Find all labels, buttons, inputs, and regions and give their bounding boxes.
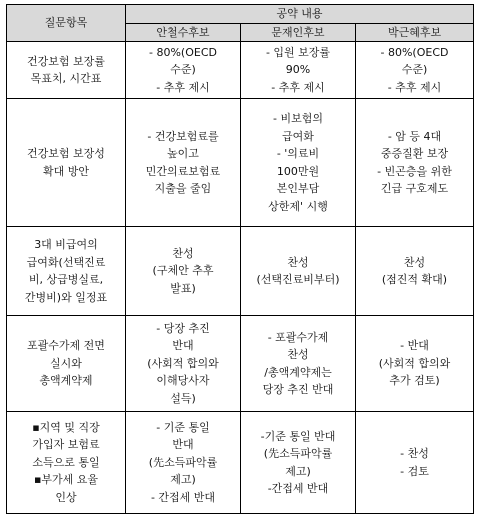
question-line: 실시와 bbox=[50, 356, 82, 370]
answer-line: - 찬성 bbox=[400, 447, 429, 460]
answer-line: 급여화 bbox=[282, 129, 314, 143]
answer-line: 찬성 bbox=[287, 255, 309, 269]
answer-line: 발표) bbox=[170, 281, 196, 295]
answer-line: - 80%(OECD bbox=[380, 45, 449, 59]
answer-line: 이해당사자 bbox=[156, 374, 210, 388]
answer-line: (先소득파악률 bbox=[148, 455, 218, 469]
answer-line: - 암 등 4대 bbox=[387, 129, 442, 143]
answer-line: - '의료비 bbox=[276, 147, 320, 160]
question-line: ▪부가세 요율 bbox=[33, 473, 99, 487]
answer-line: - 당장 추진 bbox=[156, 321, 210, 335]
question-line: 포괄수가제 전면 bbox=[27, 339, 105, 353]
table-row bbox=[7, 99, 474, 227]
answer-line: 당장 추진 반대 bbox=[262, 383, 334, 396]
answer-line: (점진적 확대) bbox=[381, 273, 448, 286]
question-line: 건강보험 보장률 bbox=[27, 54, 105, 68]
answer-cell-park bbox=[356, 316, 474, 412]
answer-line: 반대 bbox=[172, 339, 194, 353]
header-candidate-park: 박근혜후보 bbox=[356, 23, 474, 42]
answer-line: - 추후 제시 bbox=[387, 80, 442, 94]
answer-cell-moon bbox=[241, 227, 356, 316]
answer-line: 상한제' 시행 bbox=[268, 199, 328, 213]
pledge-comparison-table bbox=[6, 4, 474, 514]
answer-line: - 건강보험료를 bbox=[147, 129, 219, 143]
answer-line: - 빈곤층을 위한 bbox=[377, 164, 452, 178]
answer-line: - 검토 bbox=[400, 464, 429, 478]
answer-line: (先소득파악률 bbox=[263, 447, 333, 460]
answer-line: 90% bbox=[285, 63, 311, 77]
answer-line: - 추후 제시 bbox=[156, 80, 210, 94]
answer-line: -간접세 반대 bbox=[267, 482, 329, 495]
answer-line: 본인부담 bbox=[276, 182, 320, 195]
answer-line: -기준 통일 반대 bbox=[260, 429, 336, 443]
answer-line: 설득) bbox=[170, 391, 196, 405]
answer-cell-moon bbox=[241, 99, 356, 227]
answer-line: - 기준 통일 bbox=[156, 420, 210, 434]
question-line: 인상 bbox=[55, 490, 77, 504]
answer-line: 수준) bbox=[401, 63, 428, 77]
question-line: 비, 상급병실료, bbox=[28, 273, 104, 286]
answer-cell-moon bbox=[241, 412, 356, 514]
question-line: 건강보험 보장성 bbox=[27, 147, 105, 160]
answer-line: 민간의료보험료 bbox=[145, 164, 221, 178]
answer-line: 긴급 구호제도 bbox=[380, 182, 449, 195]
answer-line: (사회적 합의와 bbox=[147, 356, 219, 370]
answer-cell-park bbox=[356, 42, 474, 99]
answer-line: - 추후 제시 bbox=[271, 80, 325, 94]
answer-line: 반대 bbox=[172, 438, 194, 452]
answer-line: 중증질환 보장 bbox=[380, 147, 449, 160]
header-pledge-content: 공약 내용 bbox=[126, 5, 474, 24]
answer-line: (사회적 합의와 bbox=[378, 356, 451, 370]
question-cell bbox=[7, 99, 126, 227]
answer-line: 지출을 줄임 bbox=[154, 182, 212, 195]
answer-line: /총액계약제는 bbox=[264, 365, 332, 379]
table-row bbox=[7, 412, 474, 514]
answer-cell-ahn bbox=[126, 42, 241, 99]
answer-line: (선택진료비부터) bbox=[256, 273, 340, 286]
answer-cell-ahn bbox=[126, 412, 241, 514]
answer-cell-moon bbox=[241, 42, 356, 99]
answer-line: - 비보험의 bbox=[273, 112, 323, 125]
question-line: 총액계약제 bbox=[39, 374, 93, 388]
question-line: ▪지역 및 직장 bbox=[32, 420, 100, 434]
header-question-item: 질문항목 bbox=[7, 5, 126, 42]
answer-line: 제고) bbox=[170, 473, 196, 487]
answer-line: 추가 검토) bbox=[389, 374, 440, 388]
answer-line: 제고) bbox=[285, 464, 311, 478]
question-cell bbox=[7, 412, 126, 514]
question-line: 간병비)와 일정표 bbox=[24, 290, 108, 304]
answer-line: (구체안 추후 bbox=[152, 264, 214, 278]
header-row-top bbox=[7, 5, 474, 24]
answer-line: - 간접세 반대 bbox=[150, 490, 216, 504]
answer-line: 수준) bbox=[170, 63, 196, 77]
question-line: 급여화(선택진료 bbox=[26, 255, 106, 269]
answer-line: 찬성 bbox=[403, 255, 426, 269]
answer-cell-ahn bbox=[126, 316, 241, 412]
table-row bbox=[7, 316, 474, 412]
answer-line: - 80%(OECD bbox=[149, 45, 217, 59]
answer-line: 찬성 bbox=[172, 246, 194, 260]
table-row bbox=[7, 42, 474, 99]
answer-cell-park bbox=[356, 412, 474, 514]
answer-cell-ahn bbox=[126, 99, 241, 227]
answer-line: 찬성 bbox=[287, 348, 309, 361]
question-line: 목표치, 시간표 bbox=[30, 72, 102, 85]
question-cell bbox=[7, 42, 126, 99]
answer-line: - 입원 보장률 bbox=[265, 45, 331, 59]
table-row bbox=[7, 227, 474, 316]
answer-line: - 포괄수가제 bbox=[267, 330, 329, 344]
question-line: 소득으로 통일 bbox=[32, 455, 100, 469]
answer-cell-moon bbox=[241, 316, 356, 412]
header-candidate-ahn: 안철수후보 bbox=[126, 23, 241, 42]
header-candidate-moon: 문재인후보 bbox=[241, 23, 356, 42]
question-line: 확대 방안 bbox=[42, 164, 89, 178]
question-cell bbox=[7, 316, 126, 412]
question-line: 3대 비급여의 bbox=[34, 238, 98, 251]
answer-line: - 반대 bbox=[400, 339, 429, 353]
answer-line: 100만원 bbox=[276, 164, 320, 178]
answer-line: 높이고 bbox=[167, 147, 199, 160]
answer-cell-park bbox=[356, 99, 474, 227]
answer-cell-ahn bbox=[126, 227, 241, 316]
answer-cell-park bbox=[356, 227, 474, 316]
question-cell bbox=[7, 227, 126, 316]
question-line: 가입자 보험료 bbox=[32, 438, 100, 452]
